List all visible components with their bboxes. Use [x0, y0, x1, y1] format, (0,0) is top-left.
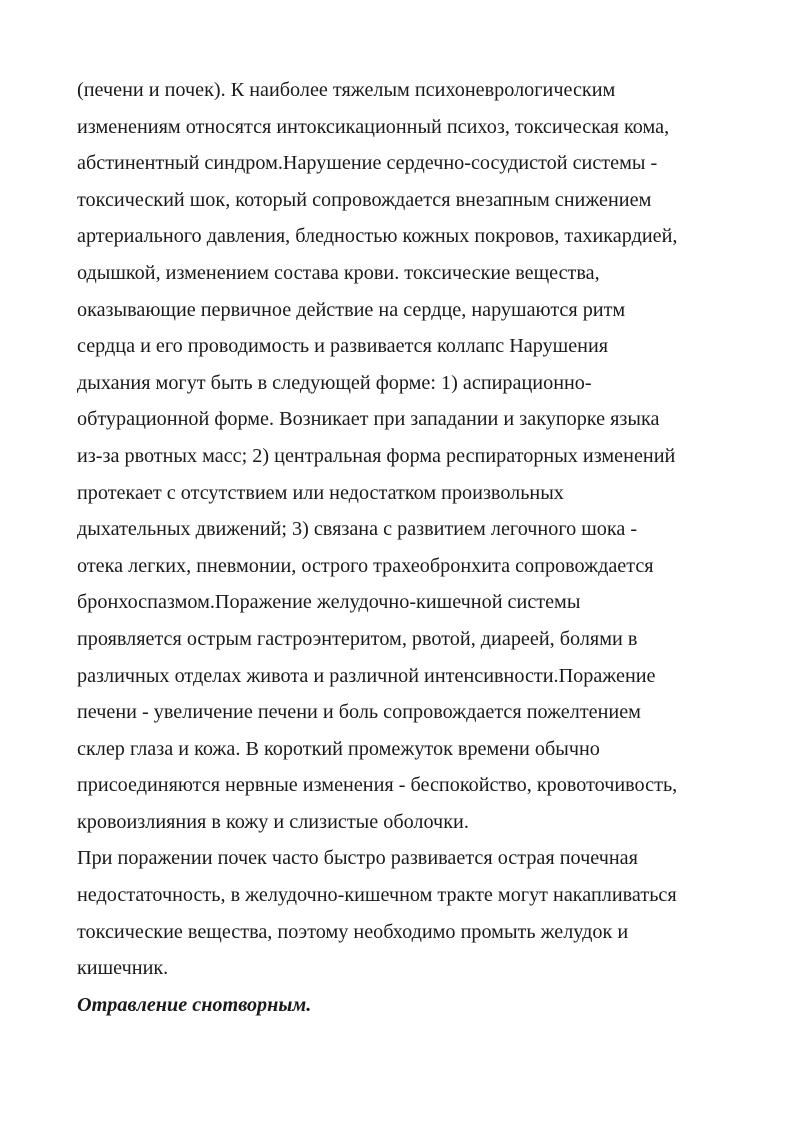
text-line: склер глаза и кожа. В короткий промежуток времени обычно: [77, 737, 600, 760]
text-line: При поражении почек часто быстро развивается острая почечная: [77, 847, 638, 870]
text-line: сердца и его проводимость и развивается коллапс Нарушения: [77, 335, 609, 358]
text-line: кишечник.: [77, 957, 169, 980]
text-line: из-за рвотных масс; 2) центральная форма респираторных изменений: [77, 444, 676, 467]
text-line: присоединяются нервные изменения - беспокойство, кровоточивость,: [77, 774, 678, 797]
text-line: оказывающие первичное действие на сердце, нарушаются ритм: [77, 298, 626, 321]
text-line: бронхоспазмом.Поражение желудочно-кишечной системы: [77, 591, 581, 614]
text-line: недостаточность, в желудочно-кишечном тракте могут накапливаться: [77, 884, 677, 907]
text-line: отека легких, пневмонии, острого трахеобронхита сопровождается: [77, 554, 654, 577]
text-line: токсический шок, который сопровождается внезапным снижением: [77, 188, 652, 211]
text-line: кровоизлияния в кожу и слизистые оболочки.: [77, 810, 469, 833]
text-line: обтурационной форме. Возникает при западании и закупорке языка: [77, 408, 660, 431]
text-line: артериального давления, бледностью кожных покровов, тахикардией,: [77, 225, 678, 248]
section-heading: Отравление снотворным.: [77, 993, 312, 1016]
text-line: дыхания могут быть в следующей форме: 1) аспирационно-: [77, 371, 592, 394]
text-line: одышкой, изменением состава крови. токсические вещества,: [77, 261, 600, 284]
text-line: (печени и почек). К наиболее тяжелым психоневрологическим: [77, 79, 616, 101]
body-text: [77, 72, 777, 1023]
text-line: токсические вещества, поэтому необходимо промыть желудок и: [77, 920, 629, 943]
text-line: изменениям относятся интоксикационный психоз, токсическая кома,: [77, 115, 670, 138]
text-line: абстинентный синдром.Нарушение сердечно-сосудистой системы -: [77, 152, 658, 175]
text-line: дыхательных движений; 3) связана с развитием легочного шока -: [77, 518, 638, 541]
text-line: протекает с отсутствием или недостатком произвольных: [77, 481, 564, 504]
text-line: печени - увеличение печени и боль сопровождается пожелтением: [77, 701, 641, 724]
text-line: различных отделах живота и различной интенсивности.Поражение: [77, 664, 656, 687]
text-line: проявляется острым гастроэнтеритом, рвотой, диареей, болями в: [77, 627, 638, 650]
